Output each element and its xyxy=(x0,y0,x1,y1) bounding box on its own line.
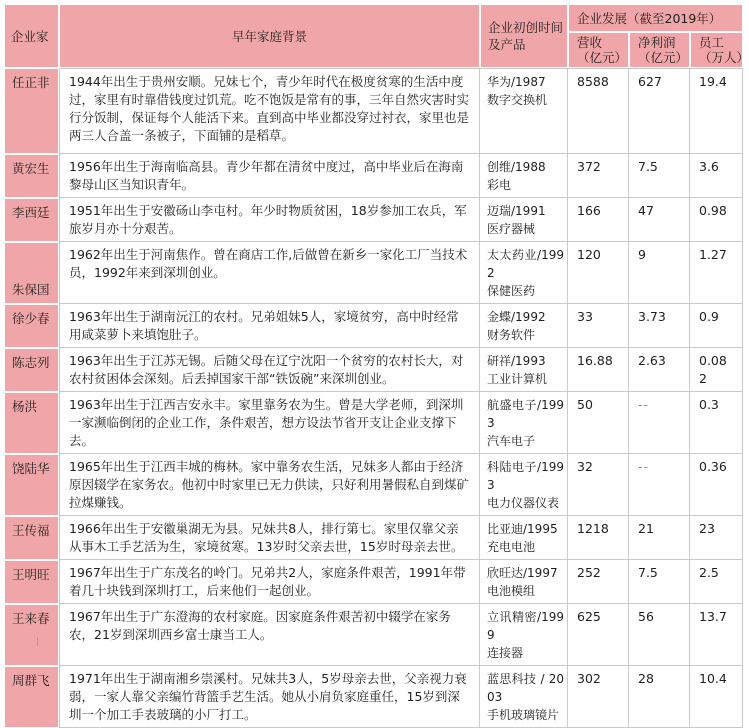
company-product: 手机玻璃镜片 xyxy=(487,708,560,722)
company-name-year: 比亚迪/1995 xyxy=(487,522,558,536)
company-product: 财务软件 xyxy=(487,328,536,342)
table-row xyxy=(4,154,743,198)
family-background-text: 1965年出生于江西丰城的梅林。家中靠务农生活，兄妹多人都由于经济原因辍学在家务农。他初中时家里已无力供读，只好利用暑假私自到煤矿拉煤赚钱。 xyxy=(59,454,480,516)
header-profit-label: 净利润 xyxy=(638,35,676,50)
company-founding-cell xyxy=(480,304,568,348)
entrepreneur-name: 陈志列 xyxy=(4,348,59,392)
family-background-text: 1963年出生于江西吉安永丰。家里靠务农为生。曾是大学老师，到深圳一家濒临倒闭的企业工作，条件艰苦，想方设法节省开支让企业支撑下去。 xyxy=(59,392,480,454)
staff-value: 10.4 xyxy=(690,666,743,728)
company-founding-cell xyxy=(480,198,568,242)
company-founding-cell xyxy=(480,516,568,560)
header-staff-label: 员工 xyxy=(699,35,725,50)
family-background-text: 1963年出生于湖南沅江的农村。兄弟姐妹5人，家境贫穷，高中时经常用咸菜萝卜来填饱肚子。 xyxy=(59,304,480,348)
cut-off-mark xyxy=(37,637,38,646)
table-row xyxy=(4,68,743,154)
company-name-year: 研祥/1993 xyxy=(487,354,546,368)
header-revenue-label: 营收 xyxy=(577,35,603,50)
company-product: 电力仪器仪表 xyxy=(487,496,560,510)
entrepreneur-name: 王来春 xyxy=(4,604,59,666)
company-founding-cell xyxy=(480,454,568,516)
company-founding-cell xyxy=(480,666,568,728)
company-founding-cell xyxy=(480,348,568,392)
family-background-text: 1963年出生于江苏无锡。后随父母在辽宁沈阳一个贫穷的农村长大，对农村贫困体会深刻。后丢掉国家干部“铁饭碗”来深圳创业。 xyxy=(59,348,480,392)
company-product: 医疗器械 xyxy=(487,222,536,236)
company-product: 汽车电子 xyxy=(487,434,536,448)
staff-value: 23 xyxy=(690,516,743,560)
revenue-value: 302 xyxy=(568,666,629,728)
profit-value: 2.63 xyxy=(629,348,690,392)
entrepreneur-name: 朱保国 xyxy=(4,242,59,304)
profit-value: -- xyxy=(629,454,690,516)
revenue-value: 625 xyxy=(568,604,629,666)
entrepreneur-name: 李西廷 xyxy=(4,198,59,242)
table-row xyxy=(4,198,743,242)
header-staff xyxy=(690,32,749,68)
profit-value: 7.5 xyxy=(629,154,690,198)
header-founding-time-product: 企业初创时间及产品 xyxy=(480,4,568,68)
staff-value: 1.27 xyxy=(690,242,743,304)
revenue-value: 8588 xyxy=(568,68,629,154)
revenue-value: 16.88 xyxy=(568,348,629,392)
profit-value: 56 xyxy=(629,604,690,666)
company-product: 连接器 xyxy=(487,646,524,660)
profit-value: 47 xyxy=(629,198,690,242)
table-row xyxy=(4,666,743,728)
company-product: 工业计算机 xyxy=(487,372,548,386)
revenue-value: 1218 xyxy=(568,516,629,560)
profit-value: 21 xyxy=(629,516,690,560)
header-revenue-unit: （亿元） xyxy=(577,50,628,65)
table-row xyxy=(4,454,743,516)
profit-value: 7.5 xyxy=(629,560,690,604)
header-profit-unit: （亿元） xyxy=(638,50,689,65)
company-name-year: 创维/1988 xyxy=(487,160,546,174)
table-row xyxy=(4,516,743,560)
entrepreneur-name: 饶陆华 xyxy=(4,454,59,516)
company-founding-cell xyxy=(480,154,568,198)
header-staff-unit: （万人） xyxy=(699,50,749,65)
family-background-text: 1966年出生于安徽巢湖无为县。兄妹共8人，排行第七。家里仅靠父亲从事木工手艺活为生，家境贫寒。13岁时父亲去世，15岁时母亲去世。 xyxy=(59,516,480,560)
table-row xyxy=(4,304,743,348)
company-name-year: 蓝思科技 / 2003 xyxy=(487,672,564,704)
table-row xyxy=(4,604,743,666)
profit-value: 627 xyxy=(629,68,690,154)
entrepreneur-name: 周群飞 xyxy=(4,666,59,728)
company-product: 保健医药 xyxy=(487,284,536,298)
profit-value: 9 xyxy=(629,242,690,304)
family-background-text: 1956年出生于海南临高县。青少年都在清贫中度过，高中毕业后在海南黎母山区当知识青年。 xyxy=(59,154,480,198)
header-company-development: 企业发展（截至2019年） xyxy=(568,4,743,32)
entrepreneur-name: 王明旺 xyxy=(4,560,59,604)
entrepreneur-name: 王传福 xyxy=(4,516,59,560)
table-row xyxy=(4,348,743,392)
header-family-background: 早年家庭背景 xyxy=(59,4,480,68)
revenue-value: 50 xyxy=(568,392,629,454)
staff-value: 13.7 xyxy=(690,604,743,666)
company-founding-cell xyxy=(480,392,568,454)
table-header xyxy=(4,4,749,68)
entrepreneur-name: 黄宏生 xyxy=(4,154,59,198)
company-founding-cell xyxy=(480,242,568,304)
profit-value: 3.73 xyxy=(629,304,690,348)
company-founding-cell xyxy=(480,604,568,666)
company-name-year: 金蝶/1992 xyxy=(487,310,546,324)
staff-value: 0.3 xyxy=(690,392,743,454)
company-name-year: 立讯精密/1999 xyxy=(487,610,564,642)
family-background-text: 1951年出生于安徽砀山李屯村。年少时物质贫困，18岁参加工农兵，军旅岁月亦十分艰苦。 xyxy=(59,198,480,242)
revenue-value: 33 xyxy=(568,304,629,348)
family-background-text: 1967年出生于广东澄海的农村家庭。因家庭条件艰苦初中辍学在家务农，21岁到深圳西乡富士康当工人。 xyxy=(59,604,480,666)
family-background-text: 1967年出生于广东茂名的岭门。兄弟共2人，家庭条件艰苦，1991年带着几十块钱到深圳打工，后来他们一起创业。 xyxy=(59,560,480,604)
company-product: 彩电 xyxy=(487,178,512,192)
company-product: 电池模组 xyxy=(487,584,536,598)
company-name-year: 航盛电子/1993 xyxy=(487,398,564,430)
company-name-year: 迈瑞/1991 xyxy=(487,204,546,218)
company-name-year: 华为/1987 xyxy=(487,75,546,89)
revenue-value: 372 xyxy=(568,154,629,198)
staff-value: 19.4 xyxy=(690,68,743,154)
table-row xyxy=(4,242,743,304)
profit-value: 28 xyxy=(629,666,690,728)
staff-value: 0.082 xyxy=(690,348,743,392)
profit-value: -- xyxy=(629,392,690,454)
company-founding-cell xyxy=(480,68,568,154)
entrepreneur-name: 杨洪 xyxy=(4,392,59,454)
family-background-text: 1971年出生于湖南湘乡崇溪村。兄妹共3人，5岁母亲去世，父亲视力衰弱，一家人靠父亲编竹背篮手艺生活。她从小肩负家庭重任，15岁到深圳一个加工手表玻璃的小厂打工。 xyxy=(59,666,480,728)
staff-value: 0.36 xyxy=(690,454,743,516)
header-profit xyxy=(629,32,690,68)
table-row xyxy=(4,392,743,454)
entrepreneurs-table xyxy=(4,4,749,728)
company-name-year: 科陆电子/1993 xyxy=(487,460,564,492)
revenue-value: 32 xyxy=(568,454,629,516)
header-entrepreneur: 企业家 xyxy=(4,4,59,68)
staff-value: 0.9 xyxy=(690,304,743,348)
revenue-value: 166 xyxy=(568,198,629,242)
company-name-year: 欣旺达/1997 xyxy=(487,566,558,580)
family-background-text: 1944年出生于贵州安顺。兄妹七个，青少年时代在极度贫寒的生活中度过，家里有时靠借钱度过饥荒。吃不饱饭是常有的事，三年自然灾害时实行分饭制，保证每个人能活下来。直到高中毕业都没穿过衬衣，家里也是两三人合盖一条被子，下面铺的是稻草。 xyxy=(59,68,480,154)
revenue-value: 120 xyxy=(568,242,629,304)
company-name-year: 太太药业/1992 xyxy=(487,248,564,280)
staff-value: 2.5 xyxy=(690,560,743,604)
family-background-text: 1962年出生于河南焦作。曾在商店工作,后做曾在新乡一家化工厂当技术员，1992年来到深圳创业。 xyxy=(59,242,480,304)
entrepreneur-name: 任正非 xyxy=(4,68,59,154)
revenue-value: 252 xyxy=(568,560,629,604)
entrepreneur-name: 徐少春 xyxy=(4,304,59,348)
table-row xyxy=(4,560,743,604)
company-product: 充电电池 xyxy=(487,540,536,554)
staff-value: 3.6 xyxy=(690,154,743,198)
table-body xyxy=(4,68,743,728)
company-product: 数字交换机 xyxy=(487,93,548,107)
company-founding-cell xyxy=(480,560,568,604)
staff-value: 0.98 xyxy=(690,198,743,242)
header-revenue xyxy=(568,32,629,68)
